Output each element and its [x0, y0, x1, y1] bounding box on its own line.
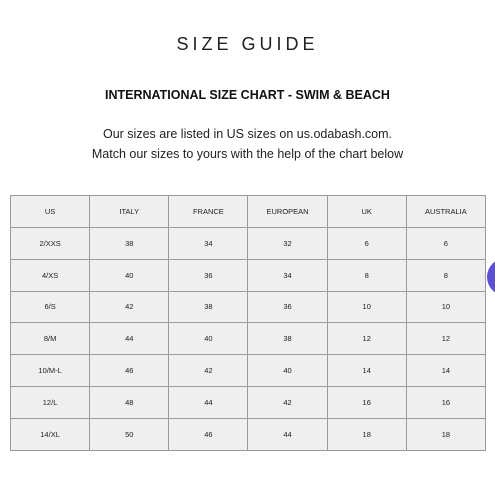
description-line-1: Our sizes are listed in US sizes on us.odabash.com.	[102, 127, 393, 141]
table-cell: 42	[90, 291, 169, 323]
table-cell: 10/M-L	[11, 355, 90, 387]
table-cell: 10	[327, 291, 406, 323]
table-row	[11, 259, 486, 291]
table-cell: 4/XS	[11, 259, 90, 291]
table-cell: 16	[327, 386, 406, 418]
header-france: FRANCE	[169, 196, 248, 228]
table-cell: 36	[169, 259, 248, 291]
chart-subtitle: INTERNATIONAL SIZE CHART - SWIM & BEACH	[105, 88, 390, 102]
table-cell: 44	[90, 323, 169, 355]
table-cell: 34	[248, 259, 327, 291]
table-cell: 6	[327, 228, 406, 260]
header-european: EUROPEAN	[248, 196, 327, 228]
table-cell: 6	[406, 228, 485, 260]
table-cell: 6/S	[11, 291, 90, 323]
table-cell: 50	[90, 418, 169, 450]
table-cell: 12	[406, 323, 485, 355]
table-cell: 14/XL	[11, 418, 90, 450]
table-cell: 8/M	[11, 323, 90, 355]
page-title: SIZE GUIDE	[176, 34, 319, 54]
table-body	[11, 228, 486, 451]
table-cell: 40	[90, 259, 169, 291]
chat-widget-button[interactable]	[487, 258, 495, 296]
table-cell: 16	[406, 386, 485, 418]
table-cell: 48	[90, 386, 169, 418]
table-cell: 40	[169, 323, 248, 355]
table-cell: 12	[327, 323, 406, 355]
table-cell: 32	[248, 228, 327, 260]
header-australia: AUSTRALIA	[406, 196, 485, 228]
table-row	[11, 228, 486, 260]
table-cell: 38	[169, 291, 248, 323]
table-header-row	[11, 196, 486, 228]
table-cell: 40	[248, 355, 327, 387]
table-cell: 38	[90, 228, 169, 260]
table-cell: 18	[406, 418, 485, 450]
table-row	[11, 323, 486, 355]
table-cell: 46	[90, 355, 169, 387]
table-cell: 42	[169, 355, 248, 387]
table-cell: 42	[248, 386, 327, 418]
header-uk: UK	[327, 196, 406, 228]
table-row	[11, 291, 486, 323]
table-cell: 14	[327, 355, 406, 387]
size-table	[10, 195, 486, 451]
size-table-container	[10, 195, 486, 451]
table-cell: 8	[327, 259, 406, 291]
table-cell: 18	[327, 418, 406, 450]
table-cell: 14	[406, 355, 485, 387]
table-cell: 10	[406, 291, 485, 323]
description-line-2: Match our sizes to yours with the help of the chart below	[91, 147, 404, 161]
table-row	[11, 355, 486, 387]
header-italy: ITALY	[90, 196, 169, 228]
table-cell: 38	[248, 323, 327, 355]
table-cell: 44	[248, 418, 327, 450]
table-cell: 12/L	[11, 386, 90, 418]
description	[0, 124, 495, 164]
table-cell: 46	[169, 418, 248, 450]
table-cell: 8	[406, 259, 485, 291]
table-row	[11, 386, 486, 418]
header-us: US	[11, 196, 90, 228]
table-cell: 36	[248, 291, 327, 323]
table-cell: 44	[169, 386, 248, 418]
table-cell: 2/XXS	[11, 228, 90, 260]
table-cell: 34	[169, 228, 248, 260]
table-row	[11, 418, 486, 450]
